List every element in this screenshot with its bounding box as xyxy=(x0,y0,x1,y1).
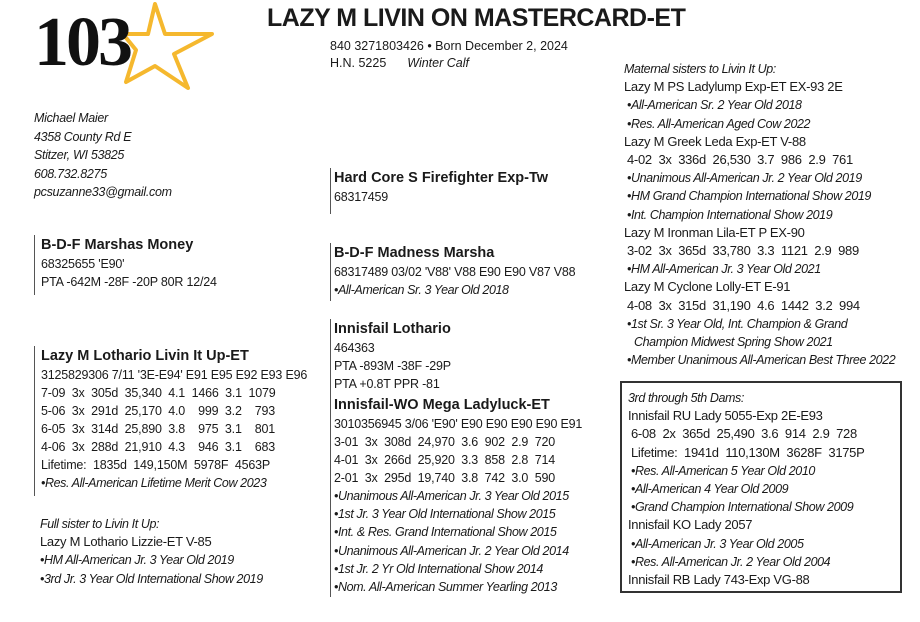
dam-ancestor-award: •All-American Jr. 3 Year Old 2005 xyxy=(631,536,804,551)
dam-ancestor-award: •Res. All-American Jr. 2 Year Old 2004 xyxy=(631,554,831,569)
animal-hn: H.N. 5225 xyxy=(330,56,387,70)
maternal-sisters-block xyxy=(624,60,895,369)
dam-sire-pta1: PTA -893M -38F -29P xyxy=(334,359,451,373)
owner-contact xyxy=(34,109,172,202)
dam-ancestor-award: •Grand Champion International Show 2009 xyxy=(631,500,854,515)
full-sister-heading: Full sister to Livin It Up: xyxy=(40,517,160,531)
sire-record-line: 6-05 3x 314d 25,890 3.8 975 3.1 801 xyxy=(41,422,276,436)
sire-sire-block xyxy=(34,235,217,295)
sire-record-line: Lifetime: 1835d 149,150M 5978F 4563P xyxy=(41,458,270,472)
star-icon xyxy=(122,2,217,94)
lot-number: 103 xyxy=(34,4,130,81)
owner-street: 4358 County Rd E xyxy=(34,129,132,144)
madness-award: •All-American Sr. 3 Year Old 2018 xyxy=(334,283,509,297)
animal-reg-line: 840 3271803426 • Born December 2, 2024 xyxy=(330,39,568,53)
dam-ancestor-record: Lifetime: 1941d 110,130M 3628F 3175P xyxy=(631,444,865,460)
dam-award: •Unanimous All-American Jr. 2 Year Old 2014 xyxy=(334,543,569,558)
sire-records xyxy=(41,384,307,474)
maternal-sister-award: •Unanimous All-American Jr. 2 Year Old 2019 xyxy=(627,171,862,186)
dam-ancestor-record: 6-08 2x 365d 25,490 3.6 914 2.9 728 xyxy=(631,426,857,442)
firefighter-block xyxy=(330,168,548,214)
maternal-sister-name: Lazy M PS Ladylump Exp-ET EX-93 2E xyxy=(624,79,843,95)
dam-award: •Nom. All-American Summer Yearling 2013 xyxy=(334,580,557,595)
dam-awards xyxy=(334,487,582,596)
sire-record-line: 5-06 3x 291d 25,170 4.0 999 3.2 793 xyxy=(41,404,276,418)
dam-ancestor-award: •Res. All-American 5 Year Old 2010 xyxy=(631,463,815,478)
dam-ancestor-name: Innisfail RB Lady 743-Exp VG-88 xyxy=(628,572,810,588)
dam-record-line: 3-01 3x 308d 24,970 3.6 902 2.9 720 xyxy=(334,435,555,449)
maternal-sister-name: Lazy M Greek Leda Exp-ET V-88 xyxy=(624,133,806,149)
full-sister-block xyxy=(40,515,263,588)
animal-info xyxy=(330,38,568,72)
maternal-sister-award: •Res. All-American Aged Cow 2022 xyxy=(627,116,811,131)
dam-sire-pta2: PTA +0.8T PPR -81 xyxy=(334,377,440,391)
sire-record-line: 4-06 3x 288d 21,910 4.3 946 3.1 683 xyxy=(41,440,276,454)
full-sister-awards xyxy=(40,551,263,587)
sire-record-line: 7-09 3x 305d 35,340 4.1 1466 3.1 1079 xyxy=(41,386,276,400)
dam-ancestor-award: •All-American 4 Year Old 2009 xyxy=(631,482,789,497)
maternal-sisters-list xyxy=(624,78,895,369)
maternal-sister-award: •HM All-American Jr. 3 Year Old 2021 xyxy=(627,262,821,277)
owner-email: pcsuzanne33@gmail.com xyxy=(34,185,172,199)
maternal-sister-name: Lazy M Ironman Lila-ET P EX-90 xyxy=(624,224,805,240)
sire-sire-reg: 68325655 'E90' xyxy=(41,257,125,271)
dam-reg: 3010356945 3/06 'E90' E90 E90 E90 E90 E91 xyxy=(334,417,583,431)
dam-sire-block xyxy=(330,319,451,395)
maternal-sister-award: •1st Sr. 3 Year Old, Int. Champion & Grand xyxy=(627,316,848,331)
dam-block xyxy=(330,395,582,597)
maternal-sister-award: •HM Grand Champion International Show 2019 xyxy=(627,189,871,204)
maternal-sister-name: Lazy M Cyclone Lolly-ET E-91 xyxy=(624,279,791,295)
full-sister-award: •3rd Jr. 3 Year Old International Show 2019 xyxy=(40,571,263,586)
full-sister-award: •HM All-American Jr. 3 Year Old 2019 xyxy=(40,553,234,568)
maternal-sister-record: 4-08 3x 315d 31,190 4.6 1442 3.2 994 xyxy=(627,297,860,313)
sire-award: •Res. All-American Lifetime Merit Cow 2023 xyxy=(41,476,267,490)
firefighter-reg: 68317459 xyxy=(334,190,389,204)
dam-records xyxy=(334,433,582,487)
maternal-sister-award: •Int. Champion International Show 2019 xyxy=(627,207,833,222)
sire-sire-pta: PTA -642M -28F -20P 80R 12/24 xyxy=(41,275,217,289)
sire-sire-name: B-D-F Marshas Money xyxy=(41,237,194,253)
firefighter-name: Hard Core S Firefighter Exp-Tw xyxy=(334,170,549,186)
sire-name: Lazy M Lothario Livin It Up-ET xyxy=(41,348,249,364)
animal-title: LAZY M LIVIN ON MASTERCARD-ET xyxy=(267,4,686,32)
dam-sire-name: Innisfail Lothario xyxy=(334,321,451,337)
maternal-sister-award: •All-American Sr. 2 Year Old 2018 xyxy=(627,98,802,113)
madness-name: B-D-F Madness Marsha xyxy=(334,245,495,261)
maternal-sister-award: •Member Unanimous All-American Best Three 2022 xyxy=(627,353,896,368)
dam-award: •Int. & Res. Grand International Show 2015 xyxy=(334,525,557,540)
dam-record-line: 4-01 3x 266d 25,920 3.3 858 2.8 714 xyxy=(334,453,555,467)
dams-list xyxy=(628,407,864,589)
maternal-sisters-heading: Maternal sisters to Livin It Up: xyxy=(624,62,776,76)
madness-reg: 68317489 03/02 'V88' V88 E90 E90 V87 V88 xyxy=(334,265,576,279)
sire-reg: 3125829306 7/11 '3E-E94' E91 E95 E92 E93 E96 xyxy=(41,368,308,382)
dam-ancestor-name: Innisfail KO Lady 2057 xyxy=(628,517,753,533)
sire-block xyxy=(34,346,307,496)
dam-ancestor-name: Innisfail RU Lady 5055-Exp 2E-E93 xyxy=(628,408,823,424)
dam-name: Innisfail-WO Mega Ladyluck-ET xyxy=(334,397,550,413)
dam-sire-reg: 464363 xyxy=(334,341,375,355)
dam-award: •1st Jr. 2 Yr Old International Show 2014 xyxy=(334,561,543,576)
maternal-sister-record: 3-02 3x 365d 33,780 3.3 1121 2.9 989 xyxy=(627,243,859,259)
owner-city: Stitzer, WI 53825 xyxy=(34,148,125,162)
dam-record-line: 2-01 3x 295d 19,740 3.8 742 3.0 590 xyxy=(334,471,555,485)
owner-name: Michael Maier xyxy=(34,111,108,125)
dam-award: •1st Jr. 3 Year Old International Show 2015 xyxy=(334,507,556,522)
maternal-sister-record: 4-02 3x 336d 26,530 3.7 986 2.9 761 xyxy=(627,152,853,168)
madness-block xyxy=(330,243,575,301)
dams-box xyxy=(620,381,902,593)
animal-class: Winter Calf xyxy=(407,56,469,70)
dam-award: •Unanimous All-American Jr. 3 Year Old 2015 xyxy=(334,489,569,503)
full-sister-name: Lazy M Lothario Lizzie-ET V-85 xyxy=(40,534,212,550)
maternal-sister-award: Champion Midwest Spring Show 2021 xyxy=(634,335,833,350)
dams-heading: 3rd through 5th Dams: xyxy=(628,391,744,405)
owner-phone: 608.732.8275 xyxy=(34,166,107,181)
